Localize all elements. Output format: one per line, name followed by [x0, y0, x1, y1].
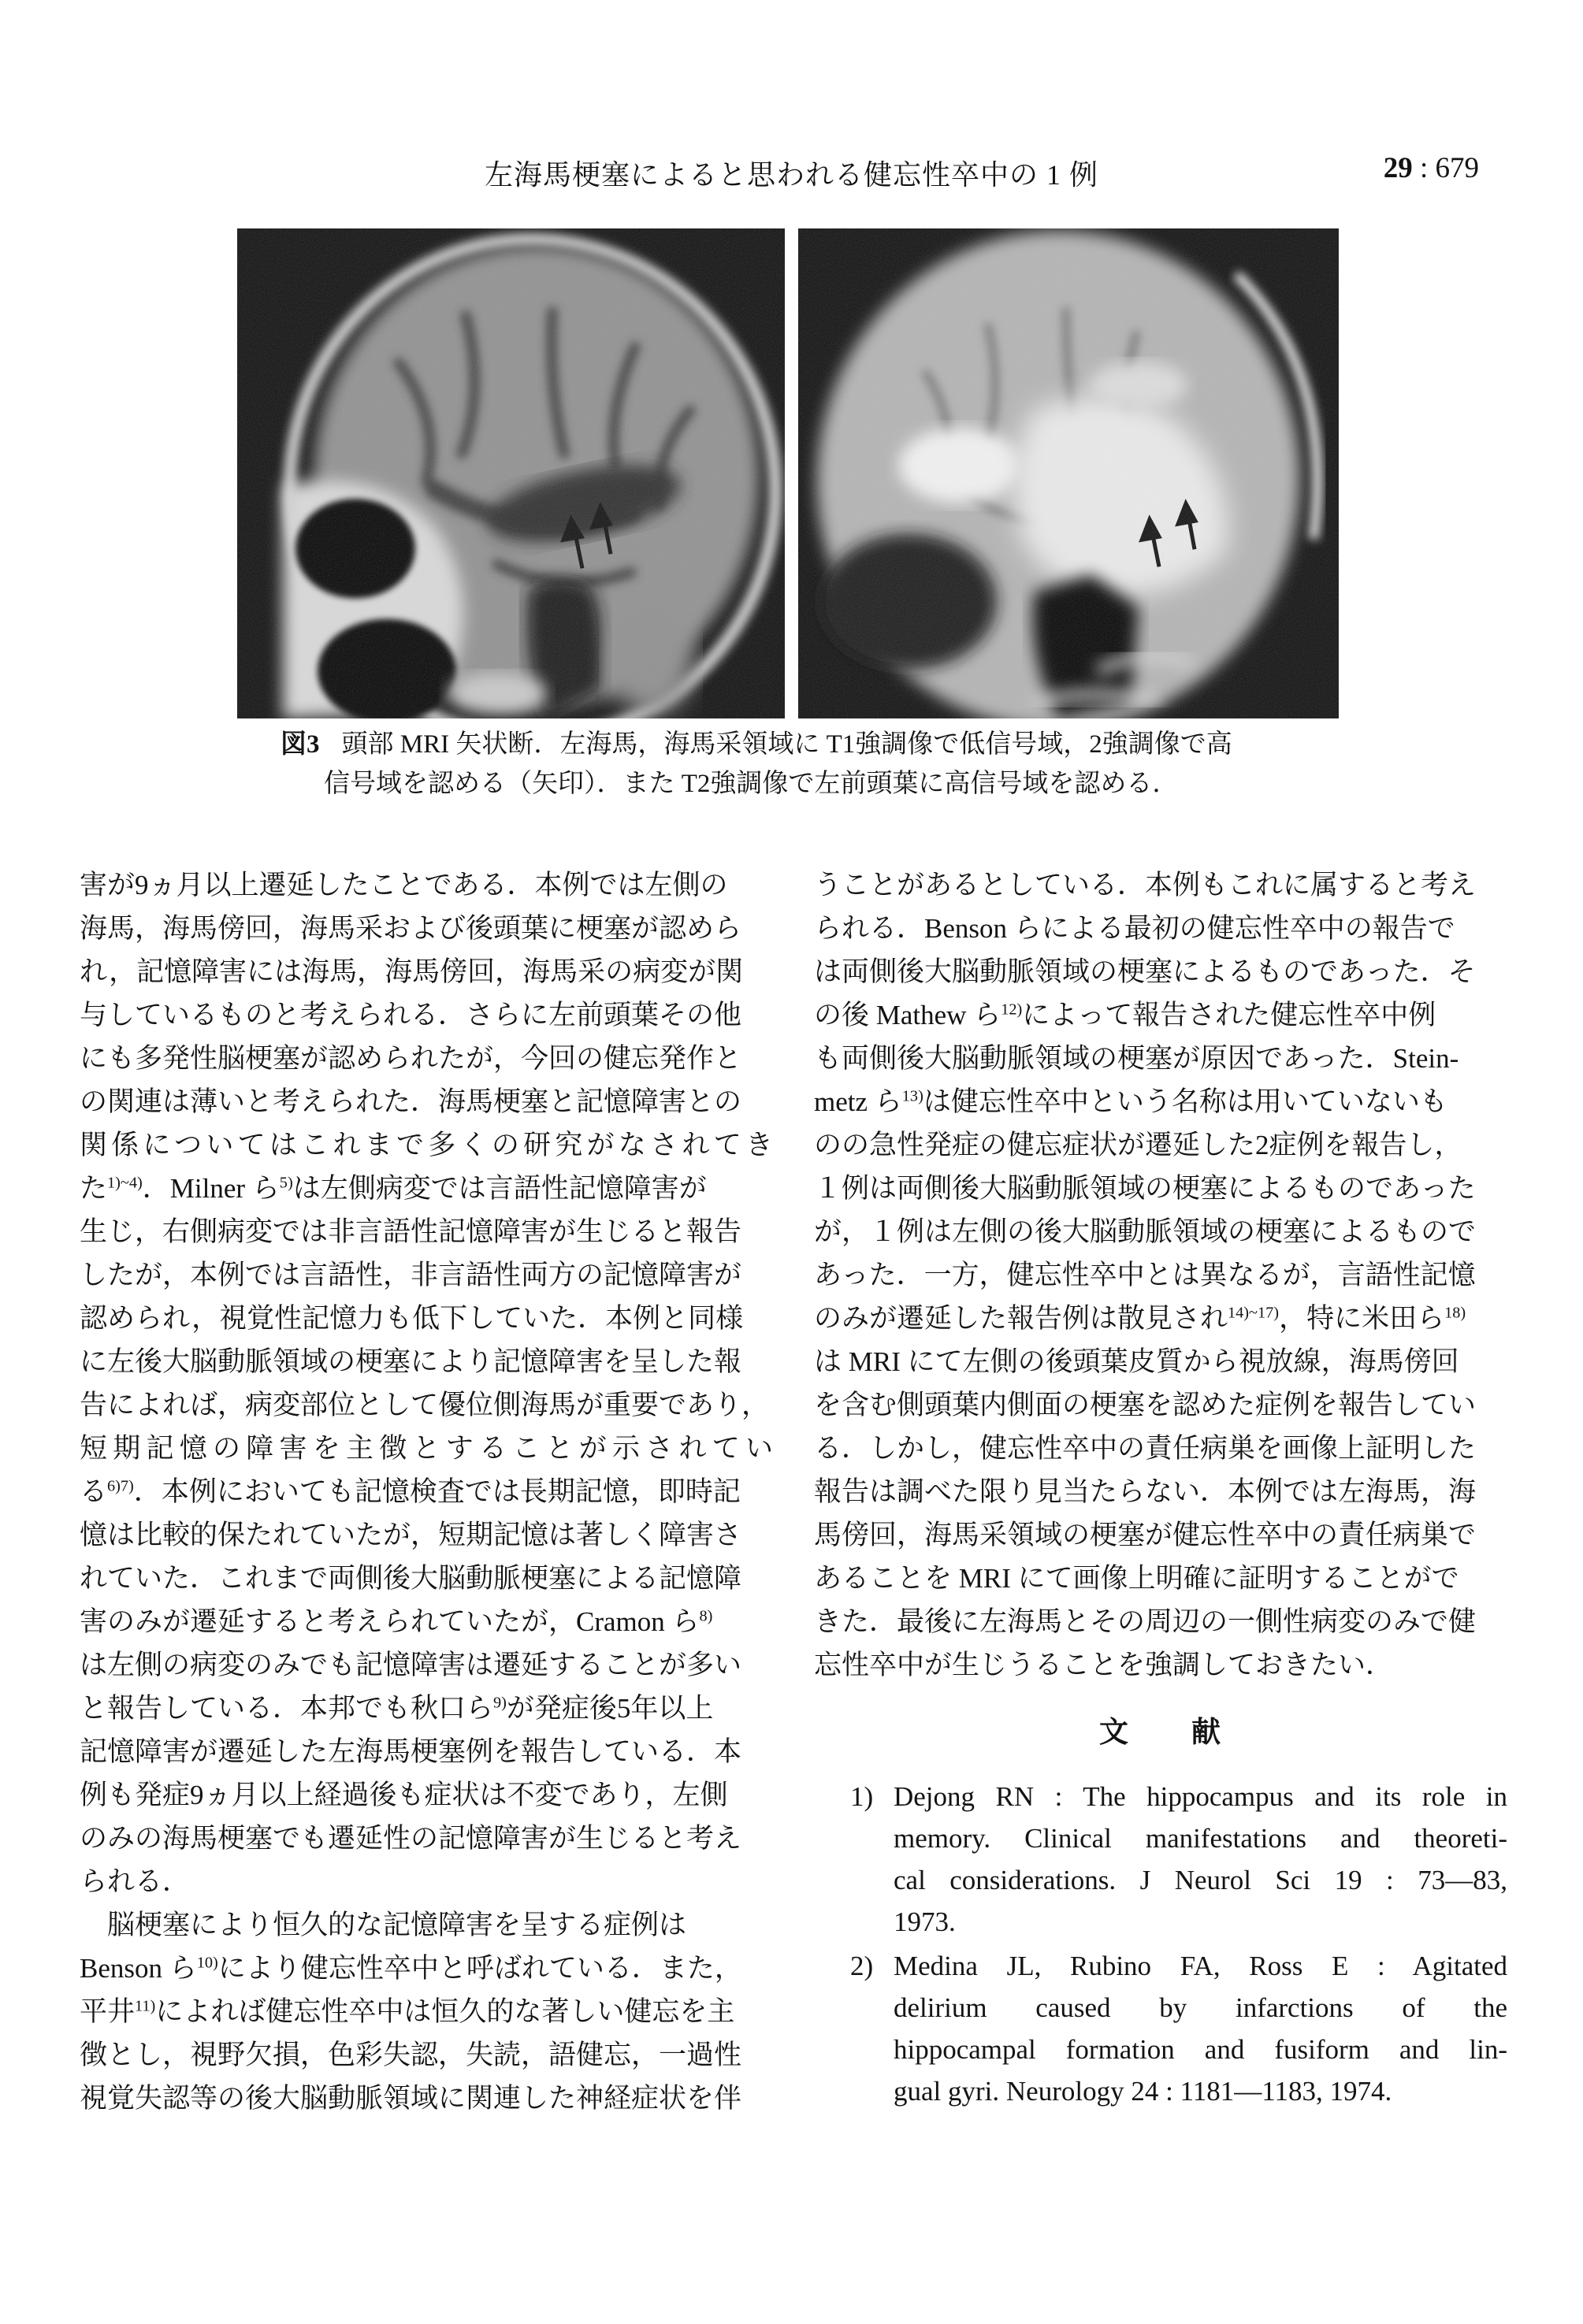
text-line: うことがあるとしている．本例もこれに属すると考え: [814, 870, 1477, 900]
citation-superscript: 11): [135, 1997, 156, 2015]
text-line: れ，記憶障害には海馬，海馬傍回，海馬采の病変が関: [80, 956, 744, 987]
left-column: [80, 863, 773, 2120]
text-line: 害のみが遷延すると考えられていたが，Cramon ら$^{8)}$: [80, 1606, 713, 1637]
mri-t1-image: [237, 228, 785, 718]
text-line: 生じ，右側病変では非言語性記憶障害が生じると報告: [80, 1216, 742, 1247]
text-line: 忘性卒中が生じうることを強調しておきたい．: [814, 1650, 1394, 1680]
text-line: したが，本例では言語性，非言語性両方の記憶障害が: [80, 1260, 742, 1290]
text-line: 害が9ヵ月以上遷延したことである．本例では左側の: [80, 870, 728, 900]
text-line: Benson ら$^{10)}$により健忘性卒中と呼ばれている．また，: [80, 1953, 742, 1984]
text-line: 与しているものと考えられる．さらに左前頭葉その他: [80, 1000, 742, 1030]
text-line: のみが遷延した報告例は散見され$^{14)\sim 17)}$，特に米田ら$^{18)}$: [814, 1303, 1466, 1334]
text-line: 憶は比較的保たれていたが，短期記憶は著しく障害さ: [80, 1520, 742, 1550]
text-line: 短期記憶の障害を主徴とすることが示されてい: [80, 1433, 773, 1464]
text-line: た$^{1)\sim 4)}$．Milner ら$^{5)}$は左側病変では言語性記憶障害が: [80, 1173, 707, 1204]
references-heading: 文 献: [1099, 1716, 1222, 1748]
right-column-text: [814, 863, 1507, 1687]
caption-text: 頭部 MRI 矢状断．左海馬，海馬采領域に T1強調像で低信号域，2強調像で高: [341, 730, 1232, 759]
running-head-title: 左海馬梗塞によると思われる健忘性卒中の 1 例: [484, 159, 1098, 191]
citation-superscript: 14)~17): [1228, 1304, 1280, 1322]
text-line: のみの海馬梗塞でも遷延性の記憶障害が生じると考え: [80, 1823, 742, 1854]
text-line: 記憶障害が遷延した左海馬梗塞例を報告している．本: [80, 1736, 742, 1767]
text-line: は MRI にて左側の後頭葉皮質から視放線，海馬傍回: [814, 1346, 1459, 1377]
reference-line: Medina JL, Rubino FA, Ross E : Agitated: [894, 1951, 1507, 1981]
reference-number: 2): [850, 1951, 874, 1981]
reference-line: delirium caused by infarctions of the: [894, 1992, 1507, 2023]
text-line: る．しかし，健忘性卒中の責任病巣を画像上証明した: [814, 1433, 1477, 1464]
text-line: を含む側頭葉内側面の梗塞を認めた症例を報告してい: [814, 1390, 1477, 1420]
text-line: １例は両側後大脳動脈領域の梗塞によるものであった: [814, 1173, 1476, 1204]
text-line: る$^{6)7)}$．本例においても記憶検査では長期記憶，即時記: [80, 1476, 741, 1507]
citation-superscript: 9): [493, 1694, 507, 1712]
text-line: 馬傍回，海馬采領域の梗塞が健忘性卒中の責任病巣で: [814, 1520, 1477, 1550]
text-line: きた．最後に左海馬とその周辺の一側性病変のみで健: [814, 1606, 1477, 1637]
film-grain-overlay: [237, 228, 785, 718]
text-line: は両側後大脳動脈領域の梗塞によるものであった．そ: [814, 956, 1476, 987]
reference-item: [814, 1776, 1507, 1943]
text-line: 例も発症9ヵ月以上経過後も症状は不変であり，左側: [80, 1780, 728, 1810]
reference-line: memory. Clinical manifestations and theoreti-: [894, 1823, 1507, 1854]
citation-superscript: 13): [901, 1087, 923, 1105]
reference-number: 1): [850, 1781, 874, 1812]
text-line: metz ら$^{13)}$は健忘性卒中という名称は用いていないも: [814, 1086, 1447, 1117]
citation-superscript: 12): [1001, 1001, 1023, 1019]
figure-caption: [281, 725, 1297, 804]
references-list: [814, 1776, 1507, 2112]
reference-line: gual gyri. Neurology 24 : 1181—1183, 1974.: [894, 2076, 1392, 2107]
text-line: あった．一方，健忘性卒中とは異なるが，言語性記憶: [814, 1260, 1476, 1290]
citation-superscript: 5): [279, 1174, 293, 1192]
text-line: のの急性発症の健忘症状が遷延した2症例を報告し，: [814, 1130, 1462, 1160]
page-number-suffix: : 679: [1412, 152, 1479, 184]
caption-label: 図3: [281, 730, 320, 759]
text-line: 脳梗塞により恒久的な記憶障害を呈する症例は: [80, 1910, 687, 1940]
reference-item: [814, 1945, 1507, 2112]
body-columns: [80, 863, 1507, 2120]
film-grain-overlay: [798, 228, 1339, 718]
citation-superscript: 10): [196, 1954, 218, 1972]
text-line: の関連は薄いと考えられた．海馬梗塞と記憶障害との: [80, 1086, 742, 1117]
text-line: られる．: [80, 1866, 191, 1897]
text-line: られる．Benson らによる最初の健忘性卒中の報告で: [814, 913, 1455, 944]
figure-mri-panels: [237, 228, 1339, 718]
reference-line: hippocampal formation and fusiform and lin-: [894, 2034, 1507, 2065]
text-line: あることを MRI にて画像上明確に証明することがで: [814, 1563, 1459, 1594]
text-line: も両側後大脳動脈領域の梗塞が原因であった．Stein-: [814, 1043, 1459, 1074]
text-line: 告によれば，病変部位として優位側海馬が重要であり，: [80, 1390, 770, 1420]
text-line: が，１例は左側の後大脳動脈領域の梗塞によるもので: [814, 1216, 1477, 1247]
mri-t2-image: [798, 228, 1339, 718]
reference-line: Dejong RN : The hippocampus and its role in: [894, 1781, 1507, 1812]
text-line: 平井$^{11)}$によれば健忘性卒中は恒久的な著しい健忘を主: [80, 1996, 735, 2027]
text-line: 海馬，海馬傍回，海馬采および後頭葉に梗塞が認めら: [80, 913, 742, 944]
text-line: と報告している．本邦でも秋口ら$^{9)}$が発症後5年以上: [80, 1693, 714, 1724]
citation-superscript: 1)~4): [107, 1174, 143, 1192]
text-line: 徴とし，視野欠損，色彩失認，失読，語健忘，一過性: [80, 2040, 742, 2070]
citation-superscript: 8): [699, 1607, 713, 1625]
text-line: の後 Mathew ら$^{12)}$によって報告された健忘性卒中例: [814, 1000, 1436, 1030]
right-column: [814, 863, 1507, 2120]
citation-superscript: 6)7): [107, 1477, 134, 1495]
text-line: 認められ，視覚性記憶力も低下していた．本例と同様: [80, 1303, 744, 1334]
text-line: 関係についてはこれまで多くの研究がなされてき: [80, 1130, 773, 1160]
text-line: に左後大脳動脈領域の梗塞により記憶障害を呈した報: [80, 1346, 742, 1377]
reference-line: 1973.: [894, 1906, 956, 1937]
caption-line: 信号域を認める（矢印）．また T2強調像で左前頭葉に高信号域を認める．: [324, 770, 1179, 798]
text-line: れていた．これまで両側後大脳動脈梗塞による記憶障: [80, 1563, 742, 1594]
citation-superscript: 18): [1444, 1304, 1466, 1322]
volume-number: 29: [1383, 152, 1413, 184]
text-line: 視覚失認等の後大脳動脈領域に関連した神経症状を伴: [80, 2083, 742, 2114]
page-number: [1384, 151, 1479, 185]
caption-line: [281, 725, 1297, 764]
text-line: は左側の病変のみでも記憶障害は遷延することが多い: [80, 1650, 742, 1680]
reference-line: cal considerations. J Neurol Sci 19 : 73—83,: [894, 1865, 1507, 1895]
text-line: 報告は調べた限り見当たらない．本例では左海馬，海: [814, 1476, 1477, 1507]
text-line: にも多発性脳梗塞が認められたが，今回の健忘発作と: [80, 1043, 742, 1074]
